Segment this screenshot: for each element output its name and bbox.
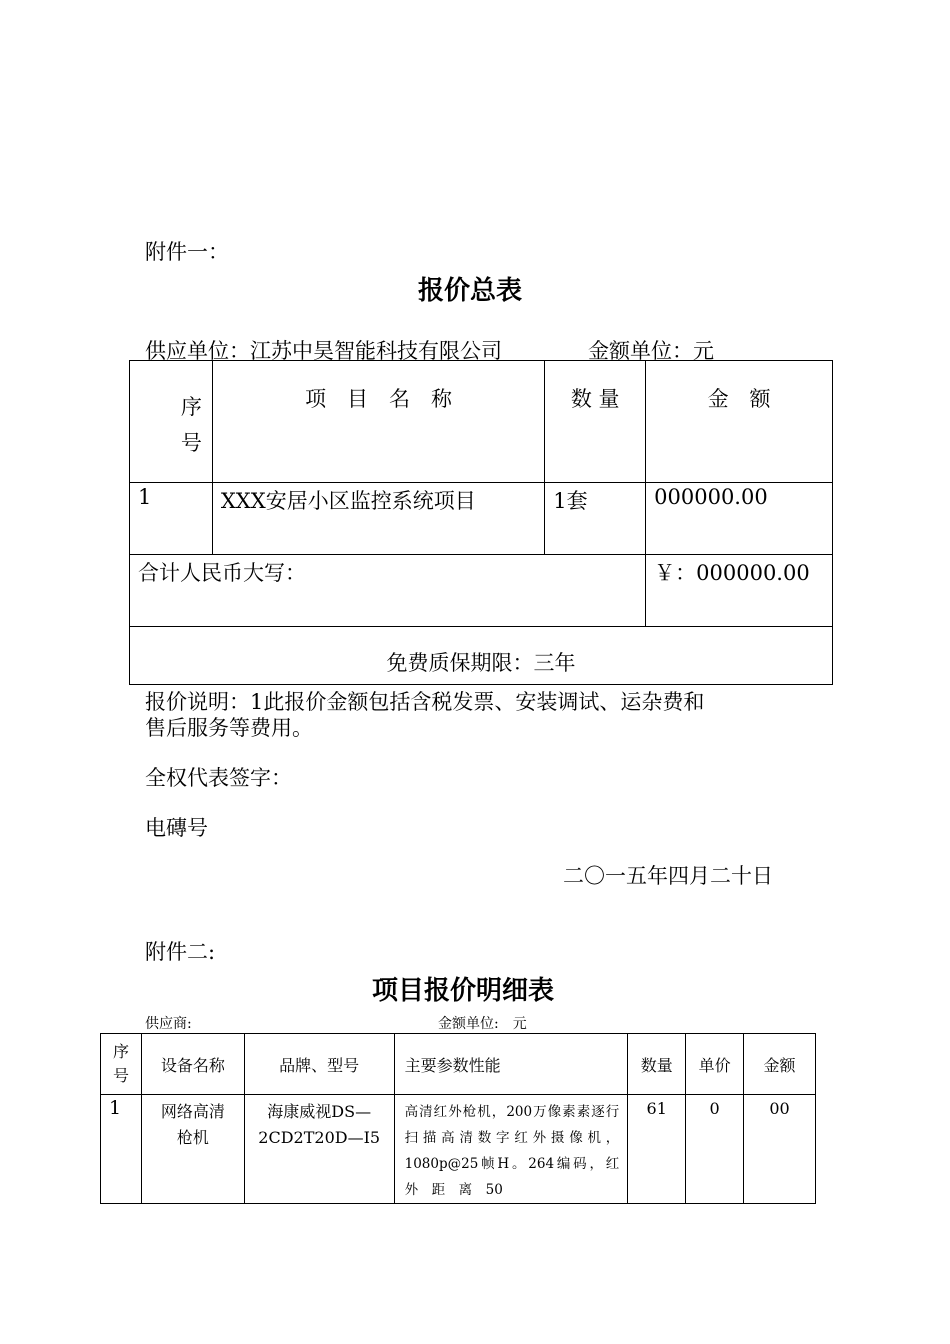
row-seq-text: 1 [138,485,152,509]
warranty-cell [130,627,833,685]
total-value: ￥：000000.00 [654,561,810,585]
detail-row-device-line1: 网络高清 [160,1102,225,1121]
detail-row-device [141,1095,244,1204]
detail-row-price-text: 0 [709,1099,720,1118]
detail-header-brand-text: 品牌、型号 [279,1056,360,1075]
summary-table [129,360,833,685]
detail-header-brand [244,1034,394,1095]
header-seq [130,361,213,483]
detail-currency-label: 金额单位: 元 [438,1016,527,1032]
detail-header-price-text: 单价 [698,1056,731,1075]
signature-label: 全权代表签字： [145,766,292,790]
detail-row-amount [744,1095,816,1204]
row-qty-text: 1套 [553,489,588,513]
phone-label: 电磚号 [145,816,208,840]
table-row [101,1095,816,1204]
header-qty [545,361,646,483]
detail-header-price [686,1034,744,1095]
header-item-name [212,361,544,483]
page-title: 报价总表 [418,276,523,306]
detail-header-seq [101,1034,142,1095]
detail-row-seq-text: 1 [109,1097,122,1119]
supplier-line: 供应单位：江苏中昊智能科技有限公司 [145,339,502,363]
row-seq [130,483,213,555]
detail-header-seq-top: 序 [112,1042,129,1061]
summary-header-row [130,361,833,483]
header-amount [646,361,833,483]
detail-row-device-line2: 枪机 [176,1128,209,1147]
note-line-1: 报价说明：1此报价金额包括含税发票、安装调试、运杂费和 [145,690,705,714]
detail-header-row [101,1034,816,1095]
header-amount-text: 金 额 [707,387,771,411]
detail-header-amount-text: 金额 [763,1056,796,1075]
warranty-text: 免费质保期限：三年 [386,651,576,675]
detail-row-brand [244,1095,394,1204]
total-value-cell [646,555,833,627]
date-text: 二〇一五年四月二十日 [563,864,773,888]
annex2-label: 附件二: [145,940,216,964]
detail-row-params-text: 高清红外枪机，200万像素素逐行扫描高清数字红外摄像机，1080p@25帧H。264编码，红 外 距 离 50 [404,1104,633,1198]
detail-row-qty [628,1095,686,1204]
detail-row-brand-line2: 2CD2T20D—I5 [258,1128,381,1147]
annex1-label: 附件一： [145,240,229,264]
note-line-2: 售后服务等费用。 [145,716,313,740]
header-qty-text: 数 量 [570,387,620,411]
detail-header-device-text: 设备名称 [160,1056,225,1075]
total-row [130,555,833,627]
detail-supplier-label: 供应商: [145,1016,192,1032]
table-row [130,483,833,555]
detail-header-seq-bottom: 号 [112,1066,129,1085]
detail-table [100,1033,816,1204]
row-amount [646,483,833,555]
total-label: 合计人民币大写： [138,561,306,585]
detail-header-params [394,1034,628,1095]
header-item-name-text: 项 目 名 称 [305,387,453,411]
detail-title: 项目报价明细表 [372,976,555,1006]
row-name-text: XXX安居小区监控系统项目 [220,489,476,513]
currency-line: 金额单位：元 [588,339,714,363]
detail-row-price [686,1095,744,1204]
header-seq-bottom: 号 [180,431,202,455]
total-label-cell [130,555,646,627]
detail-header-params-text: 主要参数性能 [404,1056,501,1075]
detail-header-qty [628,1034,686,1095]
detail-row-seq [101,1095,142,1204]
detail-row-qty-text: 61 [646,1099,667,1118]
detail-row-amount-text: 00 [769,1099,790,1118]
detail-header-qty-text: 数量 [640,1056,673,1075]
detail-row-brand-line1: 海康威视DS— [267,1102,372,1121]
row-amount-text: 000000.00 [654,485,768,509]
header-seq-top: 序 [180,395,202,419]
detail-row-params [394,1095,633,1204]
warranty-row [130,627,833,685]
detail-header-amount [744,1034,816,1095]
row-qty [545,483,646,555]
row-name [212,483,544,555]
detail-header-device [141,1034,244,1095]
